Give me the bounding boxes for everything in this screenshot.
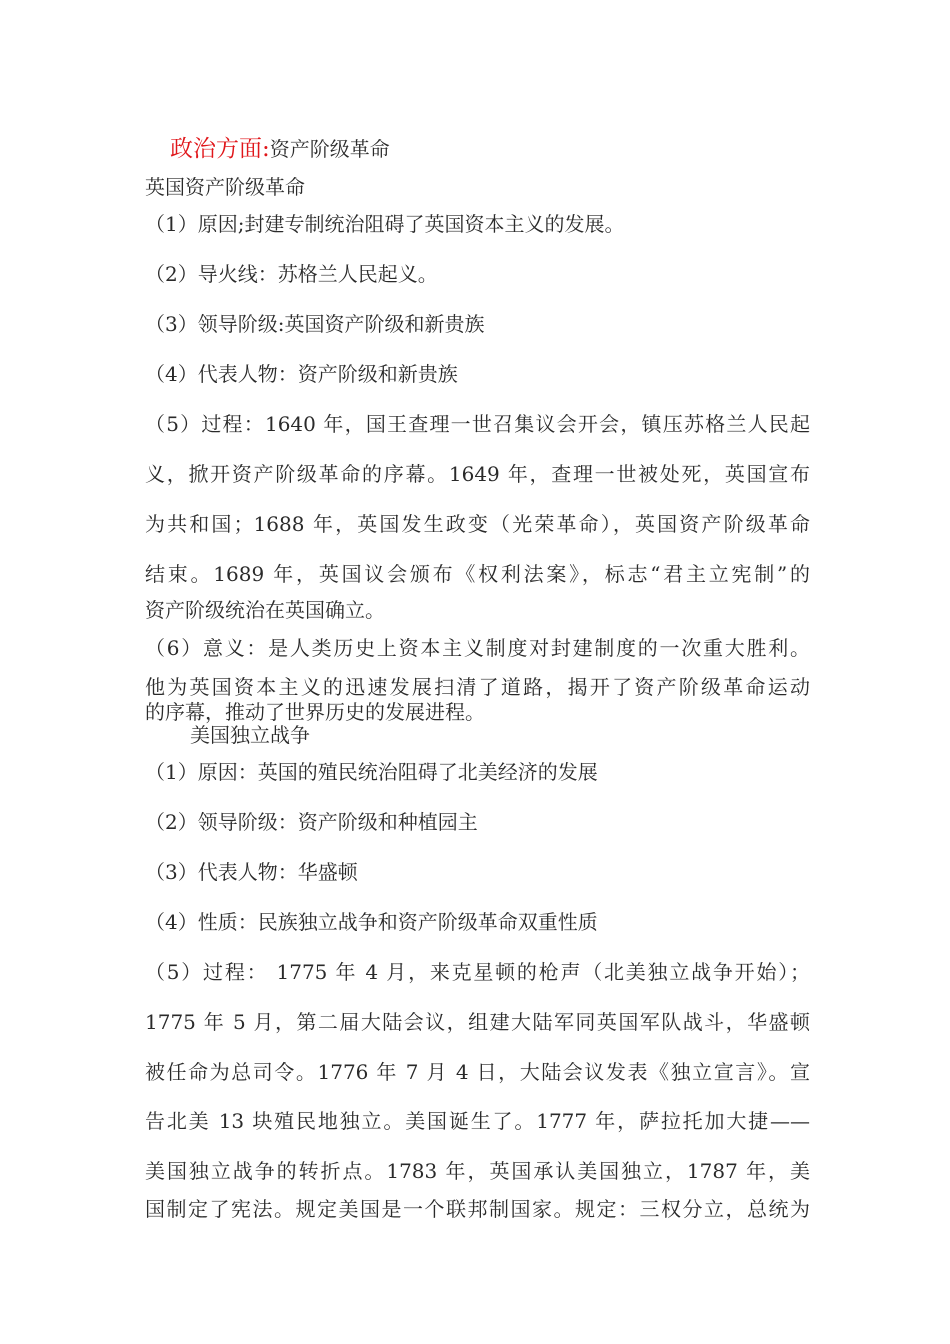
paragraph-line: （4）代表人物：资产阶级和新贵族	[145, 362, 458, 386]
paragraph-line: 为共和国；1688 年，英国发生政变（光荣革命），英国资产阶级革命	[145, 512, 810, 536]
section-title-english-revolution: 英国资产阶级革命	[145, 175, 305, 199]
paragraph-line: 资产阶级统治在英国确立。	[145, 598, 385, 622]
heading-black-text: 资产阶级革命	[269, 137, 390, 161]
paragraph-line: （6）意义：是人类历史上资本主义制度对封建制度的一次重大胜利。	[145, 636, 810, 660]
paragraph-line: （5）过程： 1775 年 4 月，来克星顿的枪声（北美独立战争开始）；	[145, 960, 810, 984]
paragraph-line: 被任命为总司令。1776 年 7 月 4 日，大陆会议发表《独立宣言》。宣	[145, 1060, 810, 1084]
heading-red-text: 政治方面:	[170, 136, 270, 162]
paragraph-line: （2）导火线：苏格兰人民起义。	[145, 262, 438, 286]
paragraph-line: 义，掀开资产阶级革命的序幕。1649 年，查理一世被处死，英国宣布	[145, 462, 810, 486]
paragraph-line: 的序幕，推动了世界历史的发展进程。	[145, 700, 485, 724]
paragraph-line: 国制定了宪法。规定美国是一个联邦制国家。规定：三权分立，总统为	[145, 1197, 810, 1221]
paragraph-line: 美国独立战争的转折点。1783 年，英国承认美国独立，1787 年，美	[145, 1159, 810, 1183]
paragraph-line: 他为英国资本主义的迅速发展扫清了道路，揭开了资产阶级革命运动	[145, 675, 810, 699]
paragraph-line: （1）原因;封建专制统治阻碍了英国资本主义的发展。	[145, 212, 625, 236]
section-title-american-war: 美国独立战争	[190, 723, 310, 747]
paragraph-line: 1775 年 5 月，第二届大陆会议，组建大陆军同英国军队战斗，华盛顿	[145, 1010, 810, 1034]
paragraph-line: 结束。1689 年，英国议会颁布《权利法案》，标志“君主立宪制”的	[145, 562, 810, 586]
paragraph-line: （5）过程：1640 年，国王查理一世召集议会开会，镇压苏格兰人民起	[145, 412, 810, 436]
paragraph-line: （3）领导阶级:英国资产阶级和新贵族	[145, 312, 485, 336]
page-heading	[170, 136, 835, 162]
paragraph-line: 告北美 13 块殖民地独立。美国诞生了。1777 年，萨拉托加大捷——	[145, 1109, 810, 1133]
paragraph-line: （3）代表人物：华盛顿	[145, 860, 358, 884]
paragraph-line: （2）领导阶级：资产阶级和种植园主	[145, 810, 478, 834]
paragraph-line: （1）原因：英国的殖民统治阻碍了北美经济的发展	[145, 760, 598, 784]
paragraph-line: （4）性质：民族独立战争和资产阶级革命双重性质	[145, 910, 598, 934]
